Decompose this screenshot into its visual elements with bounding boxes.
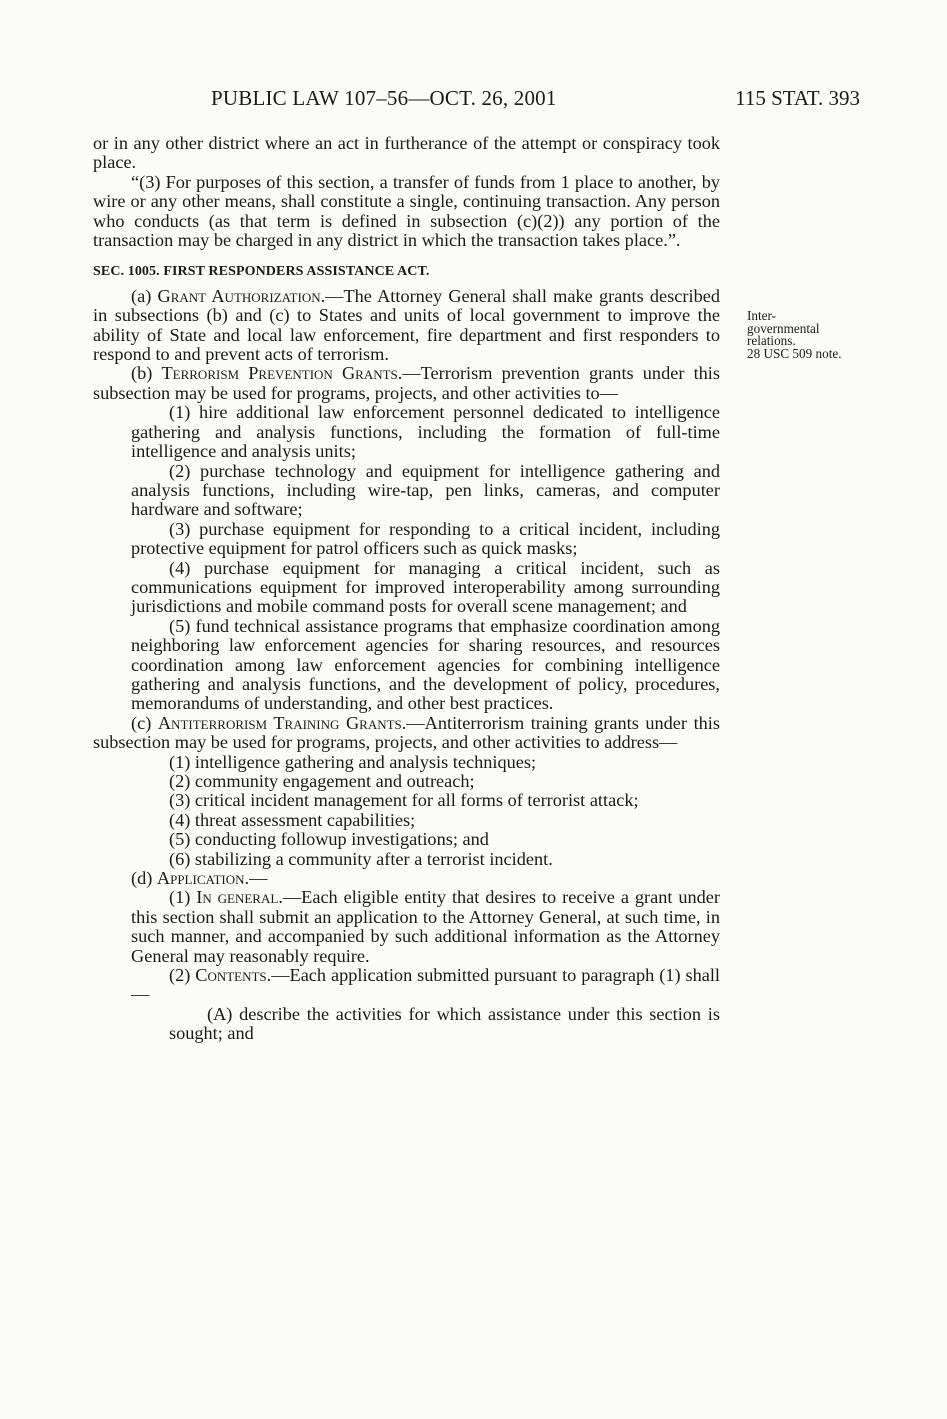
subsection-b [93, 364, 720, 403]
subsection-text: .—Antiterrorism training grants under this subsection may be used for programs, projects, and other activities to address— [93, 712, 720, 753]
margin-note-line: governmental [747, 320, 820, 336]
paragraph: or in any other district where an act in furtherance of the attempt or conspiracy took place. [93, 133, 720, 173]
subsection-label: (d) [131, 868, 157, 889]
paragraph-item: (2) purchase technology and equipment for intelligence gathering and analysis functions, including wire-tap, pen links, cameras, and computer hardware and software; [131, 460, 720, 520]
paragraph-label: (1) [169, 887, 197, 908]
paragraph-item: (1) intelligence gathering and analysis techniques; [169, 751, 537, 772]
subsection-text: .— [244, 868, 268, 889]
paragraph-d2 [93, 966, 720, 1005]
paragraph-item: (1) hire additional law enforcement personnel dedicated to intelligence gathering and analysis functions, including the formation of full-time intelligence and analysis units; [131, 402, 720, 462]
document-body [93, 134, 720, 1044]
subsection-d [93, 869, 720, 888]
subsection-heading: Grant Authorization [157, 285, 321, 306]
subsection-label: (c) [131, 712, 158, 733]
subsection-c [93, 714, 720, 753]
paragraph-item: (6) stabilizing a community after a terrorist incident. [169, 848, 553, 869]
margin-note-line: Inter- [747, 308, 777, 323]
subsection-label: (b) [131, 363, 162, 384]
paragraph-text: .—Each application submitted pursuant to paragraph (1) shall— [131, 965, 720, 1005]
paragraph-item: (3) critical incident management for all forms of terrorist attack; [169, 790, 639, 811]
paragraph-item: (5) fund technical assistance programs that emphasize coordination among neighboring law enforcement agencies for sharing resources, and resources coordination among law enforcement agencies for combining intelligence gathering and analysis functions, and the development of policy, procedures, memorandums of understanding, and other best practices. [131, 615, 720, 714]
paragraph-item: (3) purchase equipment for responding to a critical incident, including protective equipment for patrol officers such as quick masks; [131, 518, 720, 559]
paragraph-item: (5) conducting followup investigations; and [169, 829, 489, 850]
subsection-heading: Antiterrorism Training Grants [157, 712, 402, 733]
paragraph-item: (4) threat assessment capabilities; [169, 809, 416, 830]
section-heading: SEC. 1005. FIRST RESPONDERS ASSISTANCE ACT. [93, 264, 430, 280]
paragraph-heading: In general [196, 887, 279, 908]
subsection-text: .—The Attorney General shall make grants described in subsections (b) and (c) to States and units of local government to improve the ability of State and local law enforcement, fire department and first responders to respond to and prevent acts of terrorism. [93, 285, 720, 365]
subsection-a [93, 287, 720, 365]
subsection-text: .—Terrorism prevention grants under this subsection may be used for programs, projects, and other activities to— [93, 363, 720, 403]
paragraph-d1 [93, 888, 720, 966]
paragraph-item: (2) community engagement and outreach; [169, 771, 475, 791]
stat-page-number: 115 STAT. 393 [735, 86, 860, 110]
subsection-heading: Application [156, 868, 245, 889]
paragraph: “(3) For purposes of this section, a transfer of funds from 1 place to another, by wire or any other means, shall constitute a single, continuing transaction. Any person who conducts (as that term is defined in subsection (c)(2)) any portion of the transaction may be charged in any district in which the transaction takes place.”. [93, 171, 720, 251]
running-title: PUBLIC LAW 107–56—OCT. 26, 2001 [211, 86, 557, 110]
paragraph-item: (4) purchase equipment for managing a critical incident, such as communications equipment for improved interoperability among surrounding jurisdictions and mobile command posts for overall scene management; and [131, 557, 720, 617]
subsection-label: (a) [131, 285, 158, 306]
subparagraph-item: (A) describe the activities for which assistance under this section is sought; and [169, 1003, 720, 1044]
subsection-heading: Terrorism Prevention Grants [161, 363, 398, 384]
margin-note-citation: 28 USC 509 note. [747, 345, 842, 361]
paragraph-heading: Contents [195, 965, 267, 986]
margin-note-line: relations. [747, 333, 796, 348]
margin-note [747, 310, 907, 360]
paragraph-text: .—Each eligible entity that desires to receive a grant under this section shall submit an application to the Attorney General, at such time, in such manner, and accompanied by such additional information as the Attorney General may reasonably require. [131, 887, 720, 966]
paragraph-label: (2) [169, 965, 196, 986]
page-header [93, 86, 860, 116]
